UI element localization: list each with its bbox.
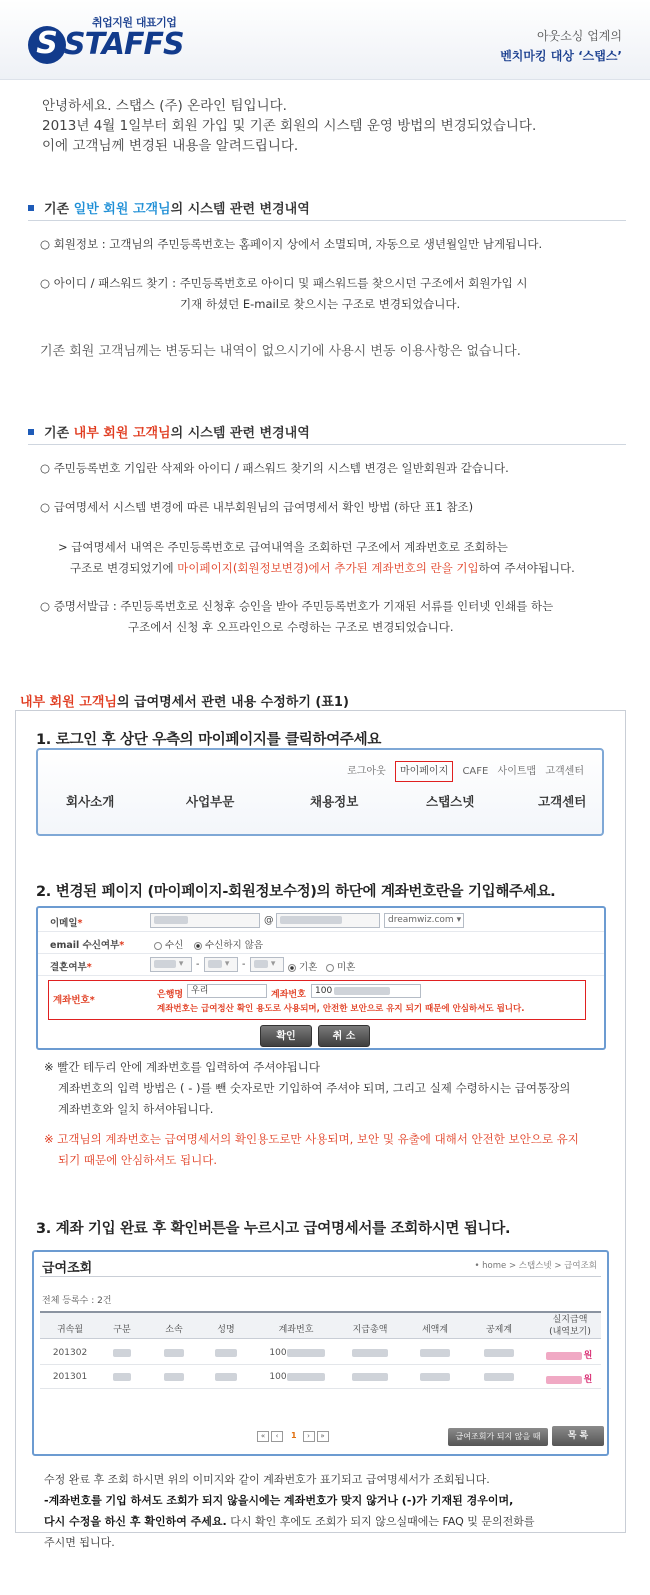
bank-name-label: 은행명 bbox=[157, 990, 184, 1000]
married-yes-radio[interactable]: 기혼 bbox=[288, 959, 317, 973]
pagination bbox=[257, 1431, 331, 1442]
section1-bullet-member-info: ○ 회원정보 : 고객님의 주민등록번호는 홈페이지 상에서 소멸되며, 자동으로 생년월일만 남게됩니다. bbox=[40, 237, 543, 251]
section2-bullet-certificate: ○ 증명서발급 : 주민등록번호로 신청후 승인을 받아 주민등록번호가 기재된 서류를 인터넷 인쇄를 하는 bbox=[40, 599, 554, 613]
salary-lookup-mockup bbox=[32, 1250, 609, 1456]
col-name: 성명 bbox=[217, 1325, 235, 1335]
radio-checked-icon bbox=[194, 942, 202, 950]
cancel-button[interactable]: 취 소 bbox=[318, 1025, 370, 1047]
account-number-input[interactable]: 100 bbox=[311, 984, 421, 998]
closing-line1: 수정 완료 후 조회 하시면 위의 이미지와 같이 계좌번호가 표기되고 급여명세서가 조회됩니다. bbox=[44, 1473, 490, 1486]
net-pay-link[interactable]: 원 bbox=[536, 1372, 602, 1385]
square-bullet-icon bbox=[28, 205, 34, 211]
bank-name-input[interactable]: 우리 bbox=[187, 984, 267, 998]
cafe-link[interactable]: CAFE bbox=[462, 766, 489, 777]
col-dept: 소속 bbox=[165, 1325, 183, 1335]
last-page-icon[interactable]: » bbox=[317, 1431, 329, 1442]
marriage-row: 결혼여부* ▾ - ▾ - ▾ 기혼 미혼 bbox=[38, 954, 604, 976]
table-row[interactable]: 201302 100 원 bbox=[40, 1341, 601, 1365]
staffs-logo[interactable] bbox=[28, 14, 198, 66]
step2-note3: 계좌번호와 일치 하셔야됩니다. bbox=[58, 1102, 214, 1116]
logout-link[interactable]: 로그아웃 bbox=[347, 766, 386, 777]
email-receive-row bbox=[38, 932, 604, 954]
email-receive-label: email 수신여부* bbox=[50, 940, 125, 951]
salary-title: 급여조회 bbox=[42, 1261, 93, 1276]
email-id-input[interactable] bbox=[150, 913, 260, 928]
section2-title: 기존 내부 회원 고객님의 시스템 관련 변경내역 bbox=[28, 422, 310, 441]
square-bullet-icon bbox=[28, 429, 34, 435]
step1-title: 1. 로그인 후 상단 우측의 마이페이지를 클릭하여주세요 bbox=[36, 732, 382, 748]
nav-business[interactable]: 사업부문 bbox=[186, 794, 235, 809]
header-slogan-line2: 벤치마킹 대상 ‘스탭스’ bbox=[500, 49, 622, 63]
table1-heading: 내부 회원 고객님의 급여명세서 관련 내용 수정하기 (표1) bbox=[20, 695, 349, 710]
col-account: 계좌번호 bbox=[278, 1325, 314, 1335]
receive-yes-radio[interactable]: 수신 bbox=[154, 937, 183, 951]
sitemap-link[interactable]: 사이트맵 bbox=[497, 766, 537, 777]
section2-bullet-certificate-cont: 구조에서 신청 후 오프라인으로 수령하는 구조로 변경되었습니다. bbox=[128, 620, 454, 634]
logo-wordmark: STAFFS bbox=[64, 27, 184, 62]
salary-table-header bbox=[40, 1311, 601, 1339]
step2-warning1: ※ 고객님의 계좌번호는 급여명세서의 확인용도로만 사용되며, 보안 및 유출에 대해서 안전한 보안으로 유지 bbox=[44, 1132, 579, 1146]
instruction-panel bbox=[15, 710, 626, 1549]
closing-line4: 주시면 됩니다. bbox=[44, 1536, 115, 1549]
list-button[interactable]: 목 록 bbox=[552, 1426, 604, 1446]
prev-page-icon[interactable]: ‹ bbox=[271, 1431, 283, 1442]
intro-text bbox=[42, 96, 536, 156]
site-nav-mockup bbox=[36, 748, 604, 836]
section1-bullet-find-id-cont: 기재 하셨던 E-mail로 찾으시는 구조로 변경되었습니다. bbox=[180, 297, 461, 311]
account-number-label: 계좌번호 bbox=[271, 990, 306, 1000]
email-label: 이메일* bbox=[50, 918, 83, 929]
mypage-link[interactable]: 마이페이지 bbox=[395, 761, 453, 782]
salary-count: 전체 등록수 : 2건 bbox=[42, 1296, 112, 1306]
receive-no-radio[interactable]: 수신하지 않음 bbox=[194, 937, 263, 951]
net-pay-link[interactable]: 원 bbox=[536, 1348, 602, 1361]
lookup-help-button[interactable]: 급여조회가 되지 않을 때 bbox=[448, 1428, 548, 1446]
top-utility-links bbox=[341, 762, 584, 777]
support-link[interactable]: 고객센터 bbox=[545, 766, 584, 777]
marriage-day-select[interactable]: ▾ bbox=[250, 957, 284, 972]
col-type: 구분 bbox=[113, 1325, 131, 1335]
member-edit-form bbox=[36, 906, 606, 1050]
section1-bullet-find-id: ○ 아이디 / 패스워드 찾기 : 주민등록번호로 아이디 및 패스워드를 찾으시던 구조에서 회원가입 시 bbox=[40, 276, 528, 290]
next-page-icon[interactable]: › bbox=[303, 1431, 315, 1442]
col-net: 실지급액 (내역보기) bbox=[549, 1315, 591, 1337]
email-at-sign: @ bbox=[264, 915, 274, 926]
logo-tagline: 취업지원 대표기업 bbox=[92, 16, 177, 29]
col-tax: 세액계 bbox=[421, 1325, 449, 1335]
header-slogan-line1: 아웃소싱 업계의 bbox=[537, 29, 622, 43]
logo-s-icon: S bbox=[28, 26, 66, 64]
intro-line1: 안녕하세요. 스탭스 (주) 온라인 팀입니다. bbox=[42, 98, 287, 114]
step2-title: 2. 변경된 페이지 (마이페이지-회원정보수정)의 하단에 계좌번호란을 기입해주세요. bbox=[36, 884, 556, 900]
site-header bbox=[0, 0, 650, 80]
nav-company[interactable]: 회사소개 bbox=[66, 794, 115, 809]
nav-support[interactable]: 고객센터 bbox=[538, 794, 587, 809]
nav-recruit[interactable]: 채용정보 bbox=[310, 794, 359, 809]
breadcrumb: • home > 스탭스넷 > 급여조회 bbox=[474, 1261, 597, 1271]
first-page-icon[interactable]: « bbox=[257, 1431, 269, 1442]
table-row[interactable]: 201301 100 원 bbox=[40, 1365, 601, 1389]
step3-title: 3. 계좌 기입 완료 후 확인버튼을 누르시고 급여명세서를 조회하시면 됩니다. bbox=[36, 1221, 511, 1237]
col-gross: 지급총액 bbox=[352, 1325, 388, 1335]
step2-note1: ※ 빨간 테두리 안에 계좌번호를 입력하여 주셔야됩니다 bbox=[44, 1060, 320, 1074]
account-highlight-box bbox=[48, 980, 586, 1020]
account-label: 계좌번호* bbox=[53, 995, 95, 1006]
section2-bullet-payslip: ○ 급여명세서 시스템 변경에 따른 내부회원님의 급여명세서 확인 방법 (하단 표1 참조) bbox=[40, 500, 474, 514]
step2-warning2: 되기 때문에 안심하셔도 됩니다. bbox=[58, 1153, 218, 1167]
closing-line2: -계좌번호를 기입 하셔도 조회가 되지 않을시에는 계좌번호가 맞지 않거나 (-)가 기재된 경우이며, bbox=[44, 1494, 514, 1507]
confirm-button[interactable]: 확인 bbox=[260, 1025, 312, 1047]
radio-icon bbox=[326, 964, 334, 972]
account-security-note: 계좌번호는 급여정산 확인 용도로 사용되며, 안전한 보안으로 유지 되기 때문에 안심하셔도 됩니다. bbox=[157, 1004, 525, 1014]
section2-sub-line1: > 급여명세서 내역은 주민등록번호로 급여내역을 조회하던 구조에서 계좌번호로 조회하는 bbox=[58, 540, 508, 554]
section1-divider bbox=[28, 220, 626, 221]
col-deduction: 공제계 bbox=[485, 1325, 513, 1335]
email-row bbox=[38, 910, 604, 932]
section2-divider bbox=[28, 444, 626, 445]
section1-summary: 기존 회원 고객님께는 변동되는 내역이 없으시기에 사용시 변동 이용사항은 없습니다. bbox=[40, 344, 521, 359]
radio-icon bbox=[154, 942, 162, 950]
col-month: 귀속월 bbox=[56, 1325, 84, 1335]
intro-line3: 이에 고객님께 변경된 내용을 알려드립니다. bbox=[42, 138, 299, 154]
salary-divider bbox=[40, 1276, 601, 1277]
intro-line2: 2013년 4월 1일부터 회원 가입 및 기존 회원의 시스템 운영 방법의 변경되었습니다. bbox=[42, 118, 537, 134]
section2-sub-line2: 구조로 변경되었기에 마이페이지(회원정보변경)에서 추가된 계좌번호의 란을 기입하여 주셔야됩니다. bbox=[70, 561, 575, 575]
radio-checked-icon bbox=[288, 964, 296, 972]
email-domain-select[interactable]: dreamwiz.com ▾ bbox=[384, 913, 464, 928]
section1-title: 기존 일반 회원 고객님의 시스템 관련 변경내역 bbox=[28, 198, 310, 217]
marriage-label: 결혼여부* bbox=[50, 962, 92, 973]
marriage-year-select[interactable]: ▾ bbox=[150, 957, 192, 972]
closing-line3: 다시 수정을 하신 후 확인하여 주세요. 다시 확인 후에도 조회가 되지 않으실때에는 FAQ 및 문의전화를 bbox=[44, 1515, 535, 1528]
marriage-month-select[interactable]: ▾ bbox=[204, 957, 238, 972]
email-domain-input[interactable] bbox=[276, 913, 380, 928]
step2-note2: 계좌번호의 입력 방법은 ( - )를 뺀 숫자로만 기입하여 주셔야 되며, 그리고 실제 수령하시는 급여통장의 bbox=[58, 1081, 571, 1095]
current-page[interactable]: 1 bbox=[291, 1431, 297, 1440]
section2-bullet-ssn: ○ 주민등록번호 기입란 삭제와 아이디 / 패스워드 찾기의 시스템 변경은 일반회원과 같습니다. bbox=[40, 461, 509, 475]
married-no-radio[interactable]: 미혼 bbox=[326, 959, 355, 973]
nav-staffsnet[interactable]: 스탭스넷 bbox=[426, 794, 475, 809]
